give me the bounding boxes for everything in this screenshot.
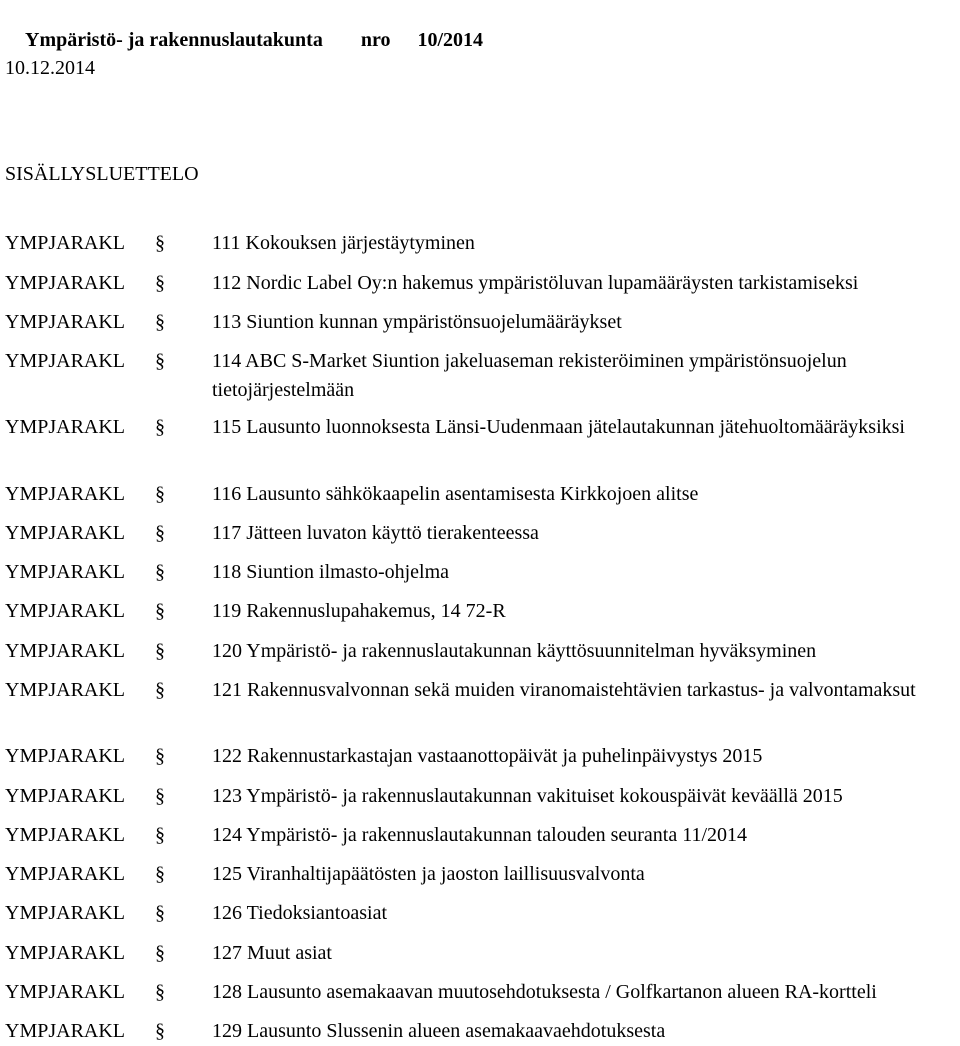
entry-text: 125 Viranhaltijapäätösten ja jaoston laillisuusvalvonta	[212, 863, 645, 885]
entry-code: YMPJARAKL	[5, 232, 126, 254]
toc-entry	[5, 978, 960, 1007]
toc-entry	[5, 347, 960, 405]
toc-entry	[5, 480, 960, 509]
entry-text: 113 Siuntion kunnan ympäristönsuojelumääräykset	[212, 311, 622, 333]
section-sign: §	[155, 785, 165, 807]
section-sign: §	[155, 942, 165, 964]
toc-entry	[5, 676, 960, 705]
section-sign: §	[155, 232, 165, 254]
toc-entry	[5, 860, 960, 889]
section-sign: §	[155, 863, 165, 885]
toc-entry	[5, 821, 960, 850]
entry-text: 120 Ympäristö- ja rakennuslautakunnan käyttösuunnitelman hyväksyminen	[212, 640, 817, 662]
toc-entry	[5, 413, 960, 442]
entry-code: YMPJARAKL	[5, 679, 126, 701]
entry-code: YMPJARAKL	[5, 981, 126, 1003]
entry-text: 127 Muut asiat	[212, 942, 332, 964]
section-sign: §	[155, 1020, 165, 1042]
toc-title: SISÄLLYSLUETTELO	[5, 163, 199, 185]
section-sign: §	[155, 902, 165, 924]
entry-code: YMPJARAKL	[5, 785, 126, 807]
section-sign: §	[155, 416, 165, 438]
section-sign: §	[155, 483, 165, 505]
entry-code: YMPJARAKL	[5, 483, 126, 505]
toc-entry	[5, 597, 960, 626]
entry-text: 126 Tiedoksiantoasiat	[212, 902, 388, 924]
toc-entry	[5, 1017, 960, 1046]
section-sign: §	[155, 311, 165, 333]
toc-entry	[5, 742, 960, 771]
entry-code: YMPJARAKL	[5, 311, 126, 333]
toc-entry	[5, 939, 960, 968]
entry-code: YMPJARAKL	[5, 522, 126, 544]
section-sign: §	[155, 745, 165, 767]
entry-text: 111 Kokouksen järjestäytyminen	[212, 232, 475, 254]
entry-code: YMPJARAKL	[5, 600, 126, 622]
entry-text: 122 Rakennustarkastajan vastaanottopäivät ja puhelinpäivystys 2015	[212, 745, 763, 767]
entry-text: 128 Lausunto asemakaavan muutosehdotuksesta / Golfkartanon alueen RA-kortteli	[212, 981, 877, 1003]
entry-code: YMPJARAKL	[5, 824, 126, 846]
entry-text: 129 Lausunto Slussenin alueen asemakaavaehdotuksesta	[212, 1020, 666, 1042]
entry-text: 124 Ympäristö- ja rakennuslautakunnan talouden seuranta 11/2014	[212, 824, 748, 846]
toc-entry	[5, 229, 960, 258]
entry-text: 121 Rakennusvalvonnan sekä muiden viranomaistehtävien tarkastus- ja valvontamaksut	[212, 679, 916, 701]
meeting-date: 10.12.2014	[5, 57, 95, 79]
entry-code: YMPJARAKL	[5, 350, 126, 372]
entry-text: 119 Rakennuslupahakemus, 14 72-R	[212, 600, 506, 622]
entry-code: YMPJARAKL	[5, 561, 126, 583]
section-sign: §	[155, 272, 165, 294]
body-name: Ympäristö- ja rakennuslautakunta	[25, 29, 323, 51]
entry-text: 112 Nordic Label Oy:n hakemus ympäristöluvan lupamääräysten tarkistamiseksi	[212, 272, 859, 294]
section-sign: §	[155, 824, 165, 846]
entry-code: YMPJARAKL	[5, 272, 126, 294]
toc-entry	[5, 899, 960, 928]
entry-code: YMPJARAKL	[5, 902, 126, 924]
entry-code: YMPJARAKL	[5, 942, 126, 964]
toc-entry	[5, 269, 960, 298]
section-sign: §	[155, 522, 165, 544]
section-sign: §	[155, 679, 165, 701]
entry-text: 116 Lausunto sähkökaapelin asentamisesta Kirkkojoen alitse	[212, 483, 699, 505]
entry-text: 115 Lausunto luonnoksesta Länsi-Uudenmaan jätelautakunnan jätehuoltomääräyksiksi	[212, 416, 905, 438]
entry-text: 114 ABC S-Market Siuntion jakeluaseman rekisteröiminen ympäristönsuojelun tietojärjestelmään	[212, 350, 847, 401]
section-sign: §	[155, 561, 165, 583]
toc-entry	[5, 782, 960, 811]
entry-code: YMPJARAKL	[5, 640, 126, 662]
section-sign: §	[155, 640, 165, 662]
section-sign: §	[155, 350, 165, 372]
section-sign: §	[155, 981, 165, 1003]
toc-entry	[5, 308, 960, 337]
entry-text: 117 Jätteen luvaton käyttö tierakenteessa	[212, 522, 539, 544]
entry-code: YMPJARAKL	[5, 416, 126, 438]
entry-text: 118 Siuntion ilmasto-ohjelma	[212, 561, 450, 583]
nro-label: nro	[360, 29, 391, 51]
toc-entry	[5, 637, 960, 666]
entry-code: YMPJARAKL	[5, 863, 126, 885]
entry-code: YMPJARAKL	[5, 1020, 126, 1042]
entry-code: YMPJARAKL	[5, 745, 126, 767]
toc-entry	[5, 558, 960, 587]
entry-text: 123 Ympäristö- ja rakennuslautakunnan vakituiset kokouspäivät keväällä 2015	[212, 785, 843, 807]
meeting-number: 10/2014	[417, 29, 484, 51]
toc-entry	[5, 519, 960, 548]
section-sign: §	[155, 600, 165, 622]
